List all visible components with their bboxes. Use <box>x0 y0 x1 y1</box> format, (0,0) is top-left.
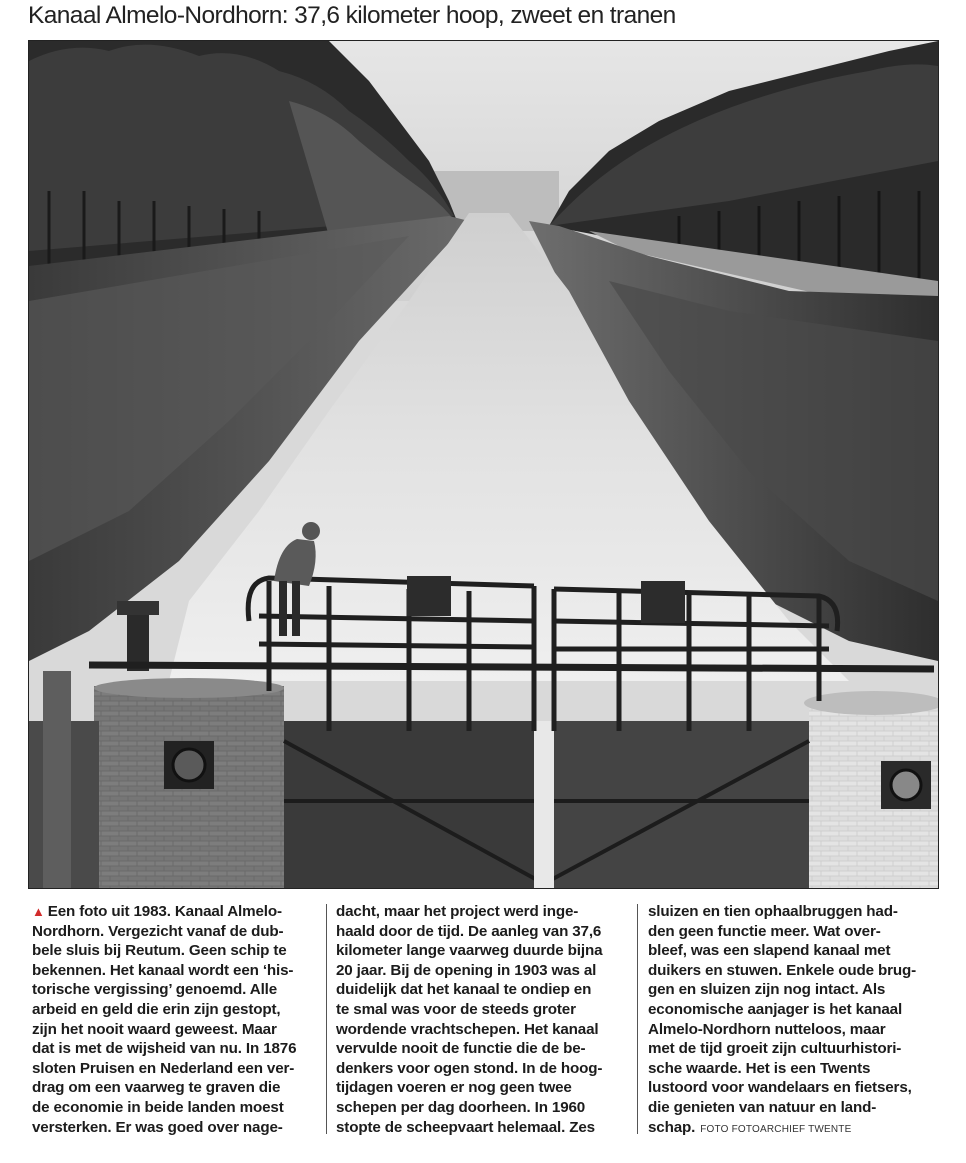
caption-line: bele sluis bij Reutum. Geen schip te <box>32 942 287 960</box>
column-divider <box>326 904 327 1134</box>
caption-line: duidelijk dat het kanaal te ondiep en <box>336 981 592 999</box>
caption-line: sche waarde. Het is een Twents <box>648 1059 871 1077</box>
photo-credit: FOTO FOTOARCHIEF TWENTE <box>700 1123 852 1135</box>
caption-line: den geen functie meer. Wat over- <box>648 922 881 940</box>
caption-line: duikers en stuwen. Enkele oude brug- <box>648 961 917 979</box>
caption-line: sluizen en tien ophaalbruggen had- <box>648 903 898 920</box>
caption-line: drag om een vaarweg te graven die <box>32 1079 281 1097</box>
headline: Kanaal Almelo-Nordhorn: 37,6 kilometer hoop, zweet en tranen <box>28 2 676 29</box>
caption-line: die genieten van natuur en land- <box>648 1098 877 1116</box>
caption-line: haald door de tijd. De aanleg van 37,6 <box>336 922 602 940</box>
caption-line: zijn het nooit waard geweest. Maar <box>32 1020 277 1038</box>
caption-line: met de tijd groeit zijn cultuurhistori- <box>648 1040 902 1058</box>
caption-line: wordende vrachtschepen. Het kanaal <box>336 1020 599 1038</box>
column-divider <box>637 904 638 1134</box>
caption-column-2 <box>336 902 624 1137</box>
caption-line: versterken. Er was goed over nage- <box>32 1118 283 1136</box>
caption-line: denkers voor ogen stond. In de hoog- <box>336 1059 603 1077</box>
caption-line: tijdagen voeren er nog geen twee <box>336 1079 572 1097</box>
caption-line: dacht, maar het project werd inge- <box>336 903 579 920</box>
caption-line: economische aanjager is het kanaal <box>648 1000 903 1018</box>
caption-line: schap. FOTO FOTOARCHIEF TWENTE <box>648 1118 852 1136</box>
triangle-marker-icon: ▲ <box>32 904 45 919</box>
caption-line: sloten Pruisen en Nederland een ver- <box>32 1059 295 1077</box>
caption-line: lustoord voor wandelaars en fietsers, <box>648 1079 912 1097</box>
caption-line: bleef, was een slapend kanaal met <box>648 942 891 960</box>
caption-line: gen en sluizen zijn nog intact. Als <box>648 981 886 999</box>
canal-lock-photo <box>28 40 939 889</box>
caption-column-3 <box>648 902 938 1139</box>
caption-line: Nordhorn. Vergezicht vanaf de dub- <box>32 922 284 940</box>
caption-line: Almelo-Nordhorn nutteloos, maar <box>648 1020 886 1038</box>
caption-line: ▲ Een foto uit 1983. Kanaal Almelo- <box>32 903 282 920</box>
caption-line: bekennen. Het kanaal wordt een ‘his- <box>32 961 294 979</box>
caption-line: dat is met de wijsheid van nu. In 1876 <box>32 1040 297 1058</box>
caption-line: stopte de scheepvaart helemaal. Zes <box>336 1118 595 1136</box>
caption-line: schepen per dag doorheen. In 1960 <box>336 1098 586 1116</box>
caption-line: arbeid en geld die erin zijn gestopt, <box>32 1000 281 1018</box>
caption-line: kilometer lange vaarweg duurde bijna <box>336 942 603 960</box>
caption-line: de economie in beide landen moest <box>32 1098 284 1116</box>
caption-line: te smal was voor de steeds groter <box>336 1000 576 1018</box>
caption-line: 20 jaar. Bij de opening in 1903 was al <box>336 961 597 979</box>
caption-column-1 <box>32 902 314 1137</box>
caption-line: vervulde nooit de functie die de be- <box>336 1040 586 1058</box>
caption-line: torische vergissing’ genoemd. Alle <box>32 981 278 999</box>
